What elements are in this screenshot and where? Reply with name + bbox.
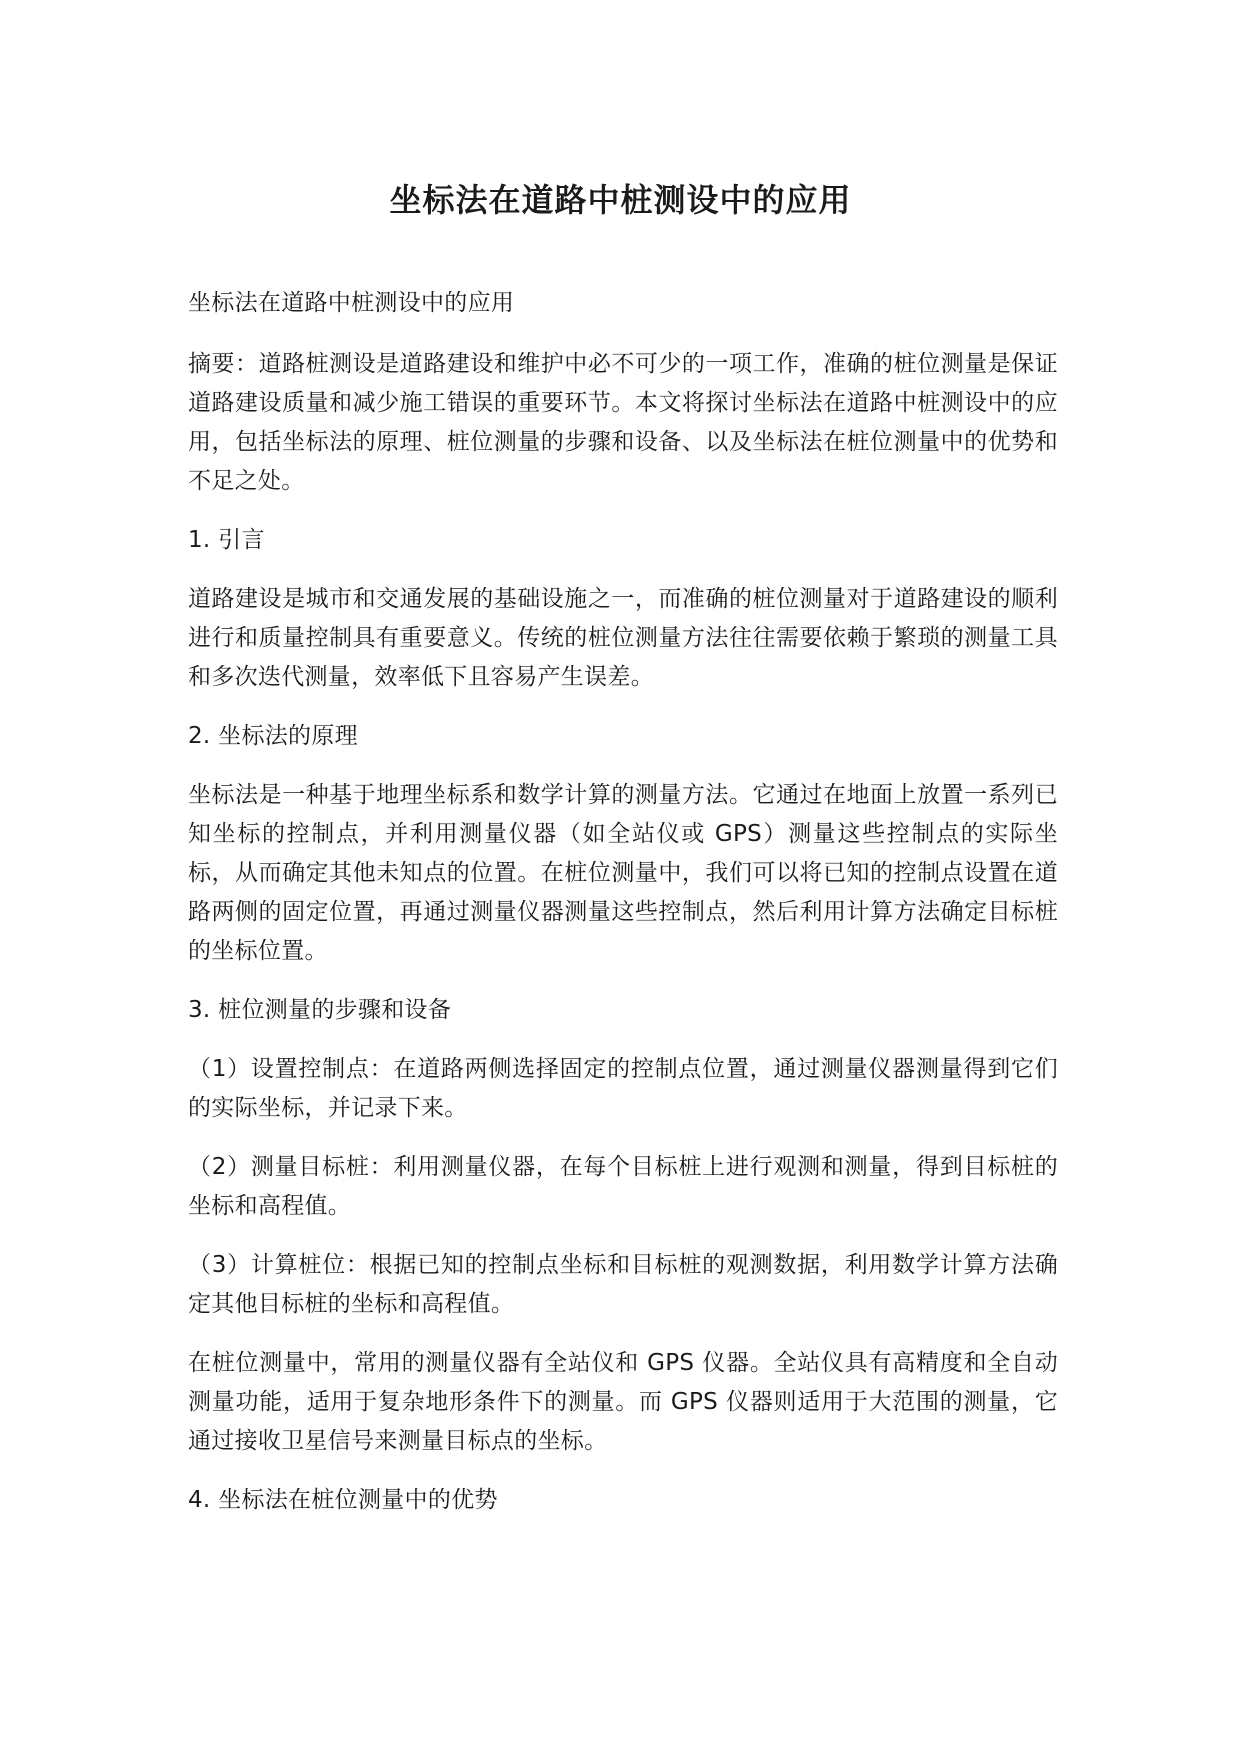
step-item-2: （2）测量目标桩：利用测量仪器，在每个目标桩上进行观测和测量，得到目标桩的坐标和高程值。: [188, 1154, 1058, 1219]
step-item-3: （3）计算桩位：根据已知的控制点坐标和目标桩的观测数据，利用数学计算方法确定其他目标桩的坐标和高程值。: [188, 1252, 1058, 1317]
section-heading-advantages: 4. 坐标法在桩位测量中的优势: [188, 1487, 498, 1513]
document-body: [188, 284, 1058, 1540]
section-heading-steps: 3. 桩位测量的步骤和设备: [188, 997, 452, 1023]
section-heading-principle: 2. 坐标法的原理: [188, 723, 358, 749]
document-subtitle: 坐标法在道路中桩测设中的应用: [188, 290, 515, 316]
instruments-paragraph: 在桩位测量中，常用的测量仪器有全站仪和 GPS 仪器。全站仪具有高精度和全自动测量功能，适用于复杂地形条件下的测量。而 GPS 仪器则适用于大范围的测量，它通过接收卫星信号来测量目标点的坐标。: [188, 1350, 1058, 1454]
introduction-paragraph: 道路建设是城市和交通发展的基础设施之一，而准确的桩位测量对于道路建设的顺利进行和质量控制具有重要意义。传统的桩位测量方法往往需要依赖于繁琐的测量工具和多次迭代测量，效率低下且容易产生误差。: [188, 586, 1058, 690]
step-item-1: （1）设置控制点：在道路两侧选择固定的控制点位置，通过测量仪器测量得到它们的实际坐标，并记录下来。: [188, 1056, 1058, 1121]
principle-paragraph: 坐标法是一种基于地理坐标系和数学计算的测量方法。它通过在地面上放置一系列已知坐标的控制点，并利用测量仪器（如全站仪或 GPS）测量这些控制点的实际坐标，从而确定其他未知点的位置。在桩位测量中，我们可以将已知的控制点设置在道路两侧的固定位置，再通过测量仪器测量这些控制点，然后利用计算方法确定目标桩的坐标位置。: [188, 782, 1058, 964]
document-title: 坐标法在道路中桩测设中的应用: [389, 181, 852, 219]
section-heading-introduction: 1. 引言: [188, 527, 265, 553]
abstract-paragraph: 摘要：道路桩测设是道路建设和维护中必不可少的一项工作，准确的桩位测量是保证道路建设质量和减少施工错误的重要环节。本文将探讨坐标法在道路中桩测设中的应用，包括坐标法的原理、桩位测量的步骤和设备、以及坐标法在桩位测量中的优势和不足之处。: [188, 351, 1058, 494]
